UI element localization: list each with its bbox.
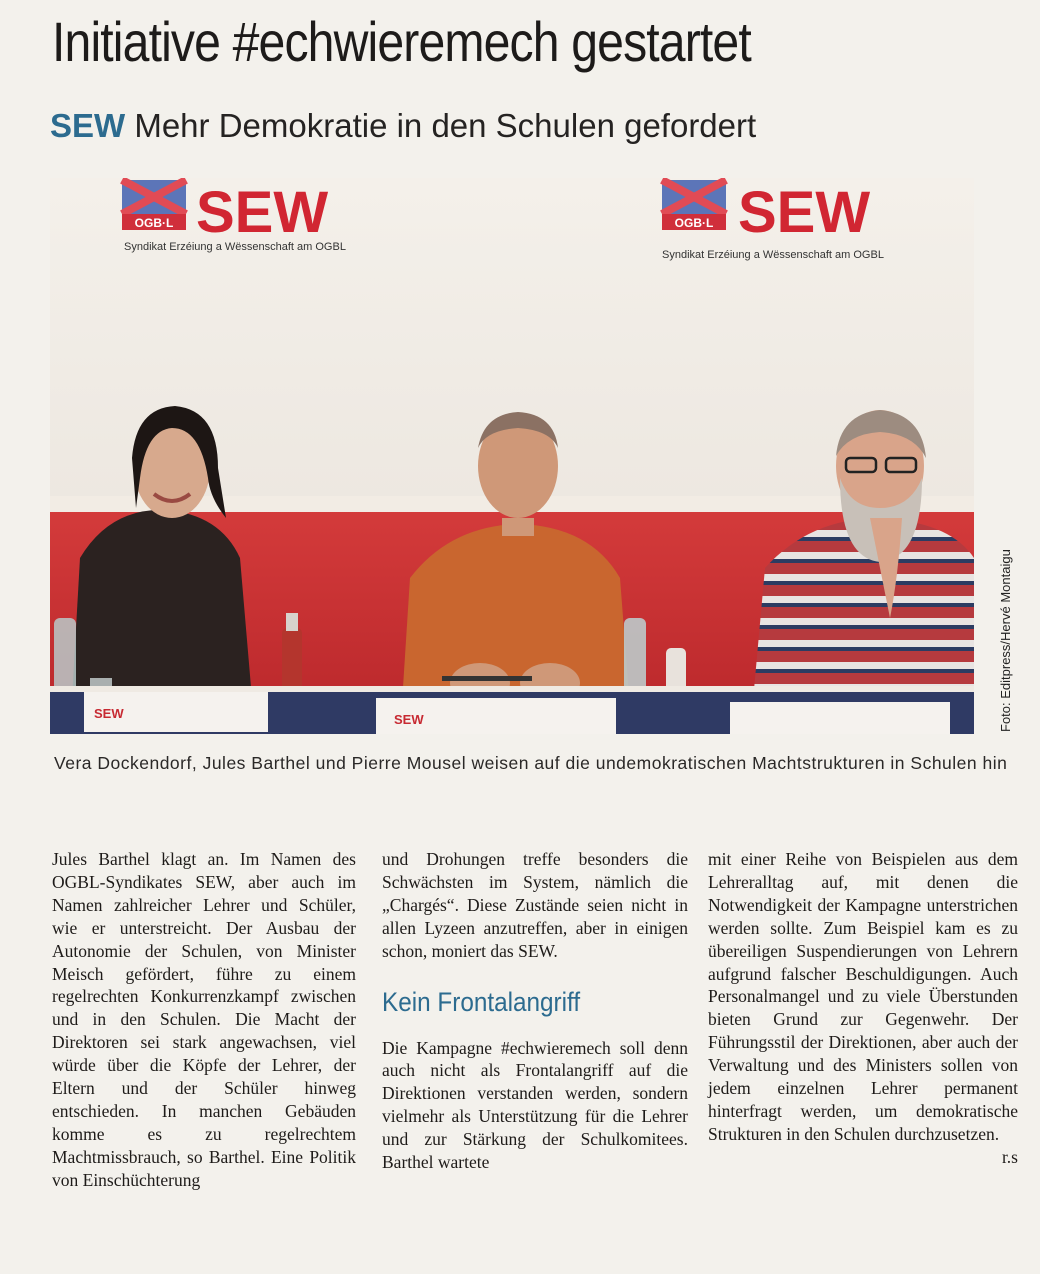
article-column-3 [708, 848, 1018, 1169]
banner-left [122, 180, 346, 253]
subhead-deck: Mehr Demokratie in den Schulen gefordert [134, 107, 757, 144]
article-column-1 [52, 848, 356, 1192]
column-1-text: Jules Barthel klagt an. Im Namen des OGBL-Syndikates SEW, aber auch im Namen zahlreicher Lehrer und Schüler, wie er unterstreicht. Der Ausbau der Autonomie der Schulen, von Minister Meisch gefördert, führe zu einem regelrechten Konkurrenzkampf zwischen und in den Schulen. Die Macht der Direktoren sei stark angewachsen, viel würde über die Köpfe der Lehrer, der Eltern und der Schüler hinweg entschieden. In manchen Gebäuden komme es zu regelrechtem Machtmissbrauch, so Barthel. Eine Politik von Einschüchterung [52, 849, 356, 1190]
svg-text:SEW: SEW [394, 712, 424, 727]
svg-text:OGB·L: OGB·L [134, 216, 174, 230]
photo-credit-text: Foto: Editpress/Hervé Montaigu [998, 549, 1013, 732]
table-card-center [376, 698, 616, 734]
table-card-left [84, 692, 268, 732]
press-photo [50, 178, 974, 734]
svg-text:SEW: SEW [196, 180, 329, 245]
photo-caption: Vera Dockendorf, Jules Barthel und Pierre Mousel weisen auf die undemokratischen Machtstrukturen in Schulen hin [54, 753, 1008, 773]
author-signature: r.s [1001, 1146, 1018, 1167]
svg-text:OGB·L: OGB·L [674, 216, 714, 230]
headline: Initiative #echwieremech gestartet [52, 10, 751, 73]
column-3-text: mit einer Reihe von Beispielen aus dem Lehreralltag auf, mit denen die Notwendigkeit der Kampagne unterstrichen werden sollte. Zum Beispiel kam es zu übereiligen Suspendierungen von Lehrern aufgrund falscher Beschuldigungen. Auch Personalmangel und zu viele Überstunden bieten Grund zur Gegenwehr. Der Führungsstil der Direktionen, aber auch der Verwaltung und des Ministers sollen von jedem einzelnen Lehrer permanent hinterfragt werden, um demokratische Strukturen in den Schulen durchzusetzen. [708, 849, 1018, 1144]
svg-text:Syndikat Erzéiung a Wëssenscha: Syndikat Erzéiung a Wëssenschaft am OGBL [662, 249, 884, 261]
subhead-kicker: SEW [50, 107, 126, 144]
column-2-text-top: und Drohungen treffe besonders die Schwächsten im System, nämlich die „Chargés“. Diese Zustände seien nicht in allen Lyzeen anzutreffen, aber in einigen schon, moniert das SEW. [382, 849, 688, 961]
section-subtitle: Kein Frontalangriff [382, 986, 581, 1017]
subheadline [50, 104, 950, 148]
svg-text:Syndikat Erzéiung a Wëssenscha: Syndikat Erzéiung a Wëssenschaft am OGBL [124, 241, 346, 253]
photo-credit [990, 500, 1020, 750]
svg-text:SEW: SEW [738, 180, 871, 245]
svg-text:SEW: SEW [94, 706, 124, 721]
article-column-2 [382, 848, 688, 1174]
column-2-text-bottom: Die Kampagne #echwieremech soll denn auch nicht als Frontalangriff auf die Direktionen verstanden werden, sondern vielmehr als Unterstützung für die Lehrer und zur Stärkung der Schulkomitees. Barthel wartete [382, 1037, 688, 1173]
banner-right [662, 180, 884, 261]
